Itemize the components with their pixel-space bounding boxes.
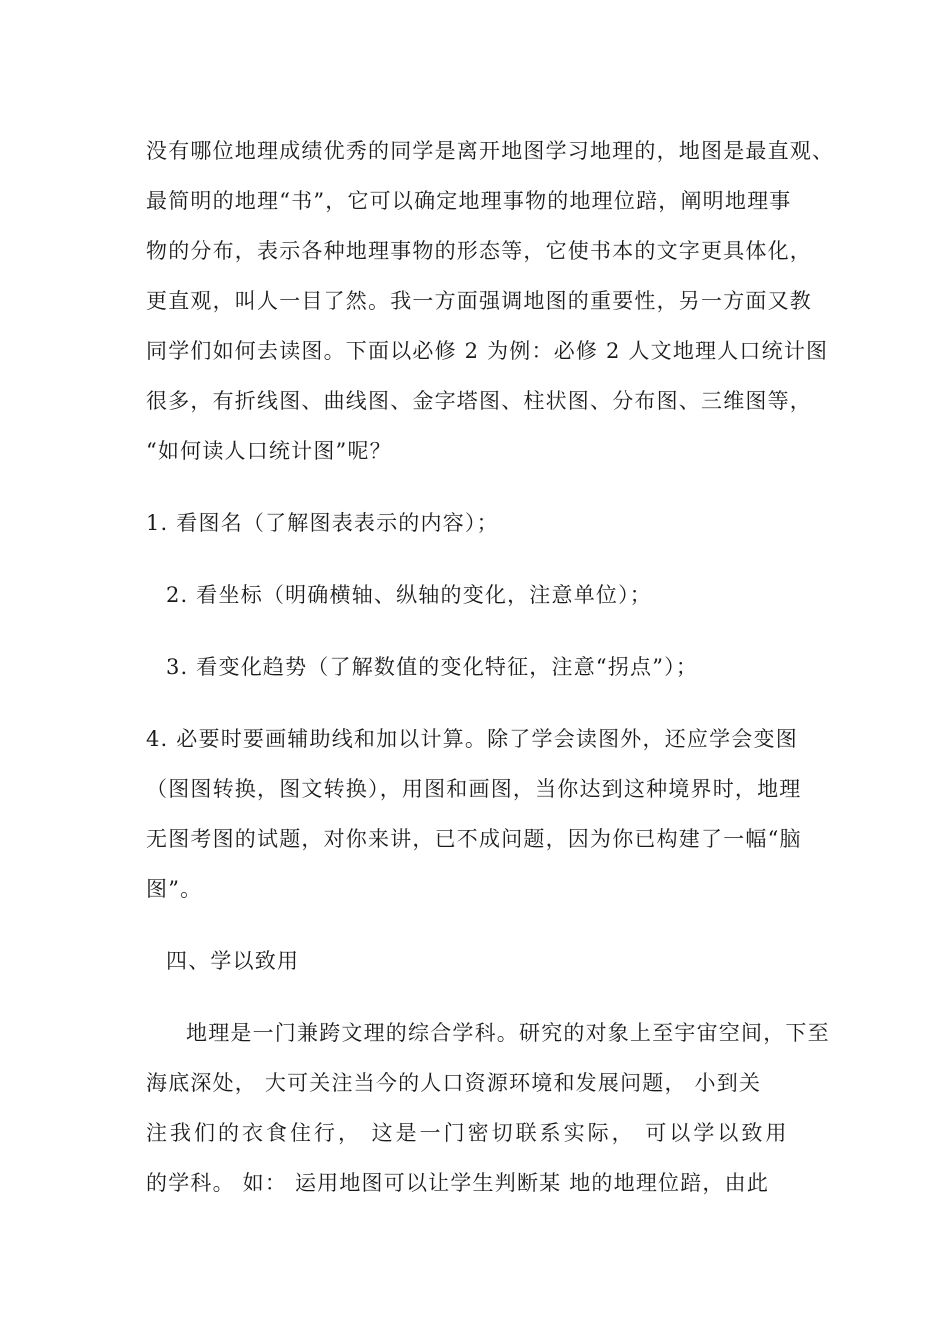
list-item: 3. 看变化趋势（了解数值的变化特征，注意“拐点”）；	[166, 655, 699, 679]
paragraph-line: 无图考图的试题，对你来讲，已不成问题，因为你已构建了一幅“脑	[146, 827, 802, 851]
paragraph-line: 图”。	[146, 877, 203, 901]
paragraph-line: 最简明的地理“书”，它可以确定地理事物的地理位踣，阐明地理事	[146, 189, 792, 213]
paragraph-line: 没有哪位地理成绩优秀的同学是离开地图学习地理的，地图是最直观、	[146, 139, 835, 163]
section-heading: 四、学以致用	[166, 949, 300, 973]
paragraph-line: 物的分布，表示各种地理事物的形态等，它使书本的文字更具体化，	[146, 239, 812, 263]
paragraph-line: 更直观，叫人一目了然。我一方面强调地图的重要性，另一方面又教	[146, 289, 812, 313]
list-item: 4. 必要时要画辅助线和加以计算。除了学会读图外，还应学会变图	[146, 727, 798, 751]
paragraph-line: 的学科。 如： 运用地图可以让学生判断某 地的地理位踣，由此	[146, 1171, 770, 1195]
paragraph-line: “如何读人口统计图”呢？	[146, 439, 392, 463]
paragraph-line: 注我们的衣食住行， 这是一门密切联系实际， 可以学以致用	[146, 1121, 790, 1145]
paragraph-line: 海底深处， 大可关注当今的人口资源环境和发展问题， 小到关	[146, 1071, 762, 1095]
list-item: 2. 看坐标（明确横轴、纵轴的变化，注意单位）；	[166, 583, 653, 607]
paragraph-line: （图图转换，图文转换），用图和画图，当你达到这种境界时，地理	[146, 777, 802, 801]
paragraph-line: 很多，有折线图、曲线图、金字塔图、柱状图、分布图、三维图等，	[146, 389, 812, 413]
paragraph-line: 同学们如何去读图。下面以必修 2 为例：必修 2 人文地理人口统计图	[146, 339, 829, 363]
paragraph-line: 地理是一门兼跨文理的综合学科。研究的对象上至宇宙空间，下至	[186, 1021, 830, 1045]
list-item: 1. 看图名（了解图表表示的内容）；	[146, 511, 499, 535]
